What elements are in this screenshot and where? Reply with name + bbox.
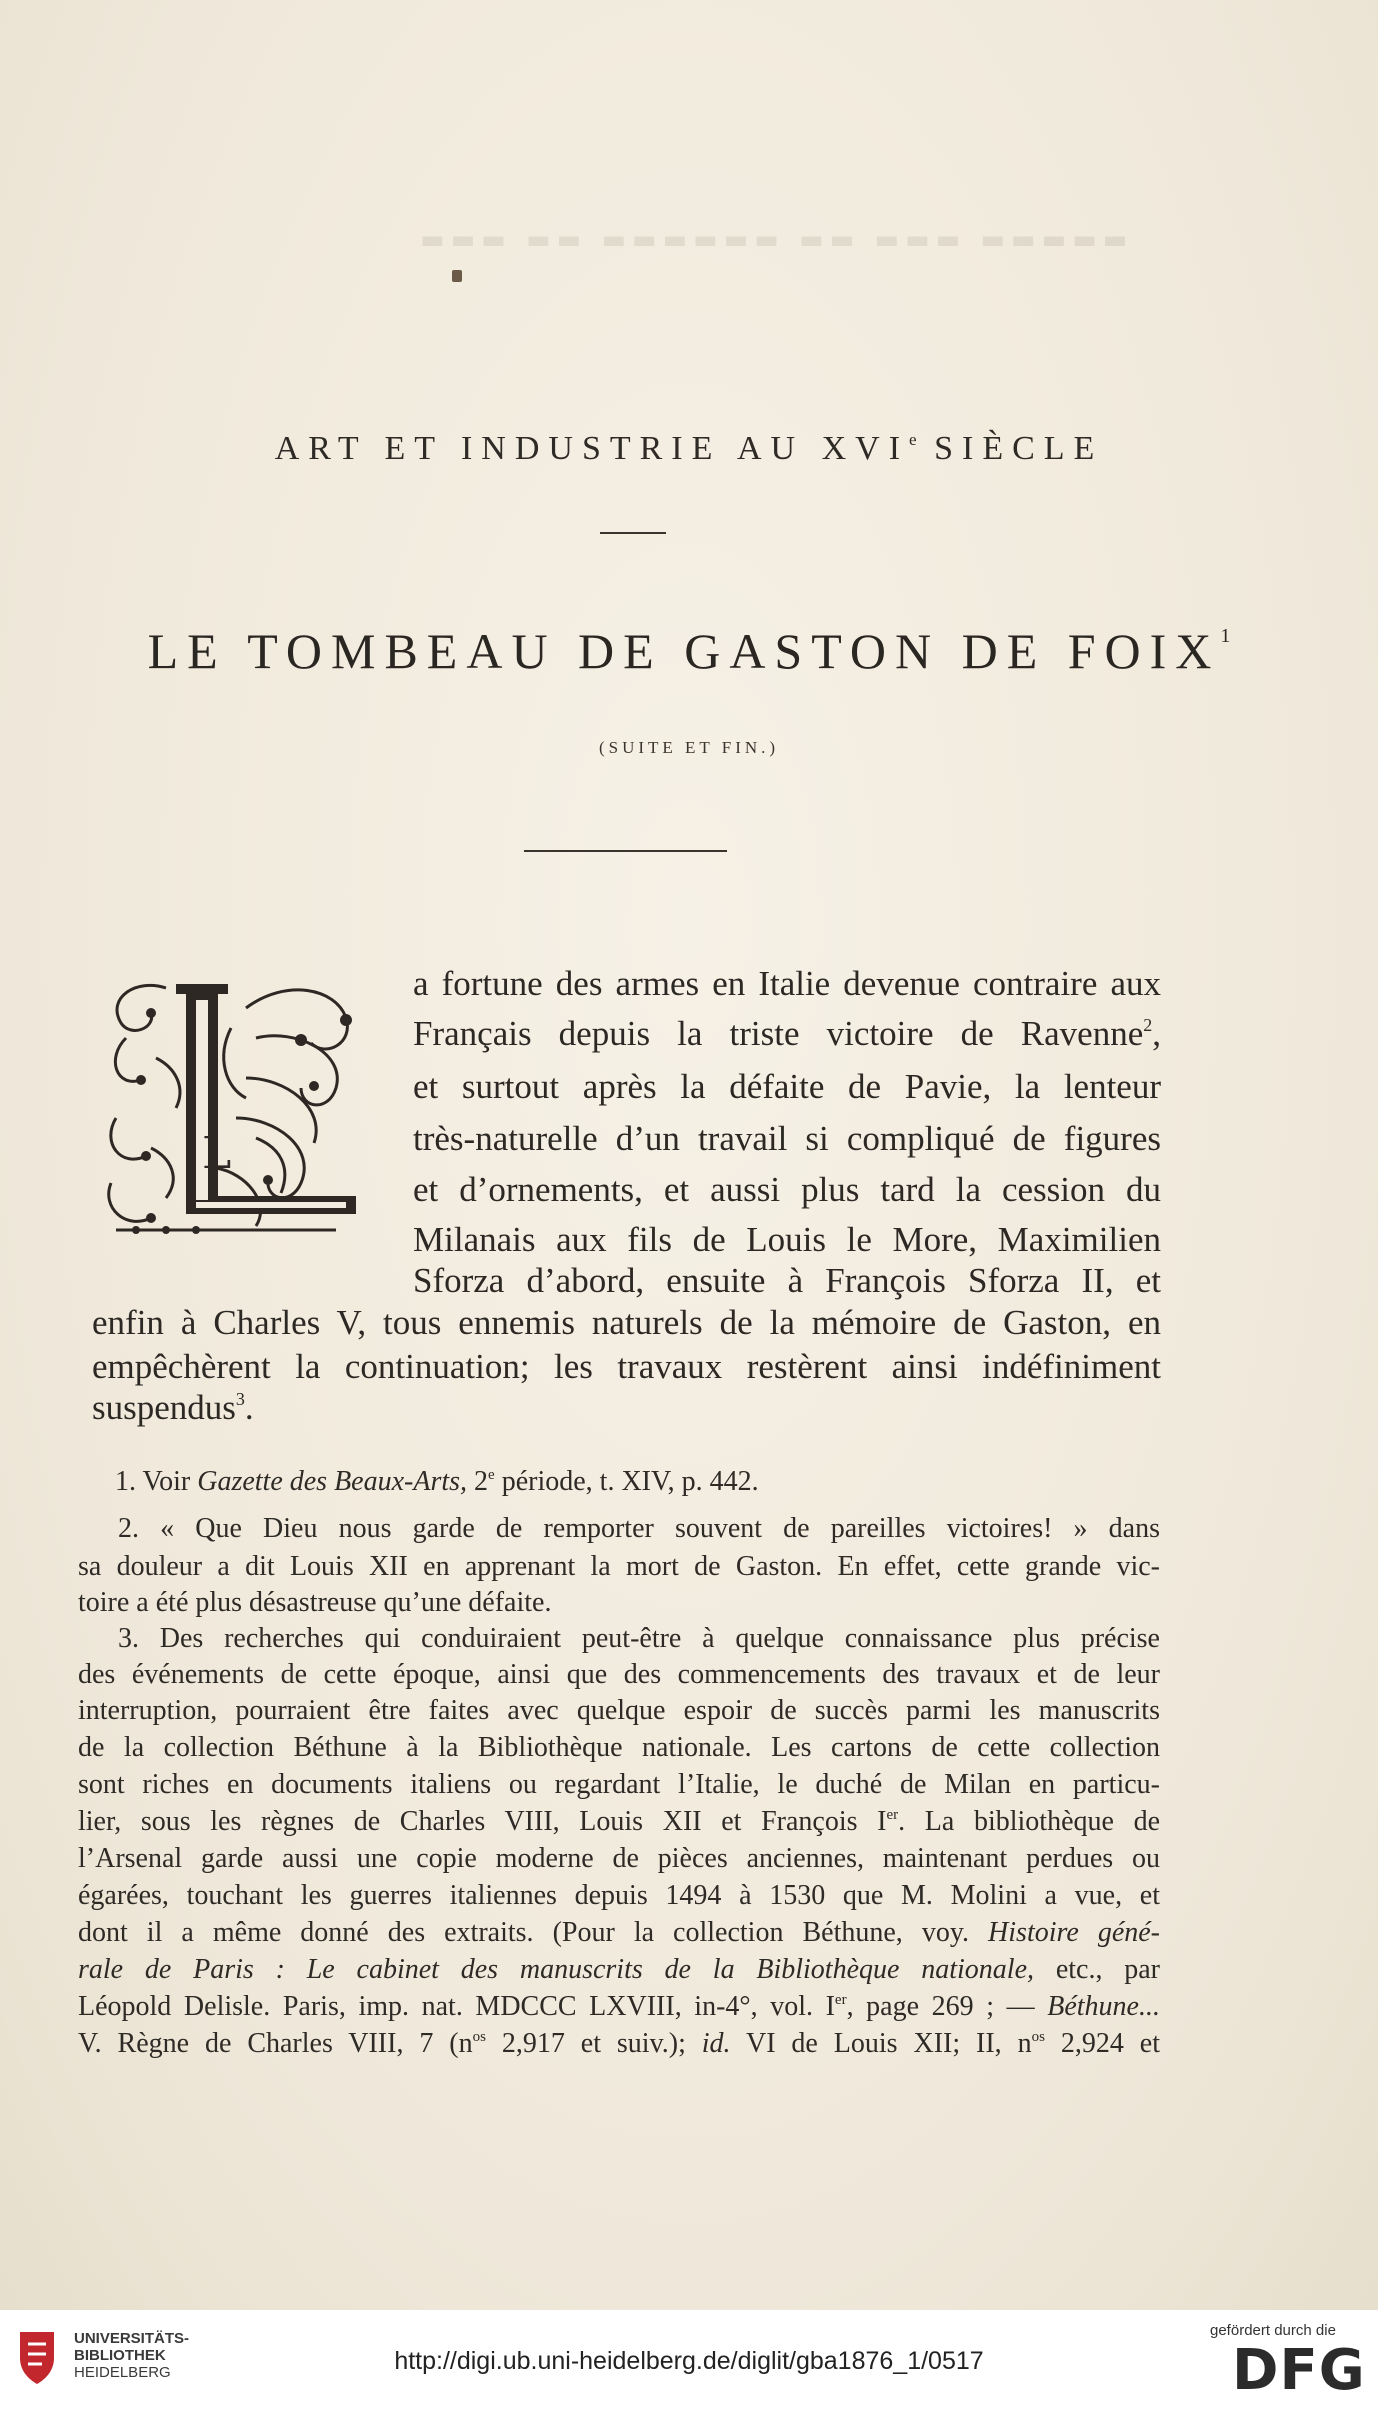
footnote-3-line-11: Léopold Delisle. Paris, imp. nat. MDCCC LXVIII, in-4°, vol. Ier, page 269 ; — Béthune...	[78, 1991, 1160, 2022]
body-line-6: Milanais aux fils de Louis le More, Maximilien	[413, 1220, 1161, 1259]
footnote-3-line-10: rale de Paris : Le cabinet des manuscrits de la Bibliothèque nationale, etc., par	[78, 1954, 1161, 1985]
ornamental-initial-L	[96, 968, 388, 1244]
bleed-through-text: ▬▬▬ ▬▬ ▬▬▬▬▬▬ ▬▬ ▬▬▬ ▬▬▬▬▬	[420, 225, 1134, 255]
footnote-2-line-2: sa douleur a dit Louis XII en apprenant la mort de Gaston. En effet, cette grande vic-	[78, 1551, 1160, 1582]
body-line-10: suspendus$^3$.	[92, 1388, 254, 1427]
body-line-4: très-naturelle d’un travail si compliqué de figures	[413, 1119, 1161, 1158]
footnote-2-line-3: toire a été plus désastreuse qu’une défaite.	[78, 1587, 552, 1618]
body-line-2: Français depuis la triste victoire de Ravenne$^2$,	[413, 1014, 1161, 1053]
section-kicker: ART ET INDUSTRIE AU XVIe SIÈCLE	[274, 430, 1104, 467]
footnote-1: 1. Voir Gazette des Beaux-Arts, 2e période, t. XIV, p. 442.	[115, 1466, 759, 1497]
footnote-2-line-1: 2. « Que Dieu nous garde de remporter souvent de pareilles victoires! » dans	[118, 1513, 1160, 1544]
footnote-3-line-6: lier, sous les règnes de Charles VIII, Louis XII et François Ier. La bibliothèque de	[78, 1806, 1160, 1837]
body-line-3: et surtout après la défaite de Pavie, la lenteur	[413, 1067, 1161, 1106]
funder-caption: gefördert durch die	[1210, 2322, 1336, 2339]
body-line-1: a fortune des armes en Italie devenue contraire aux	[413, 964, 1161, 1003]
footnote-3-line-4: de la collection Béthune à la Bibliothèque nationale. Les cartons de cette collection	[78, 1732, 1160, 1763]
article-title: LE TOMBEAU DE GASTON DE FOIX$^1$	[147, 623, 1231, 679]
footnote-3-line-8: égarées, touchant les guerres italiennes depuis 1494 à 1530 que M. Molini a vue, et	[78, 1880, 1160, 1911]
body-line-8: enfin à Charles V, tous ennemis naturels de la mémoire de Gaston, en	[92, 1303, 1161, 1342]
body-line-7: Sforza d’abord, ensuite à François Sforza II, et	[413, 1261, 1161, 1300]
divider-rule	[524, 850, 727, 852]
dfg-logo[interactable]: DFG	[1232, 2338, 1366, 2403]
body-line-9: empêchèrent la continuation; les travaux restèrent ainsi indéfiniment	[92, 1347, 1161, 1386]
page-url-link[interactable]: http://digi.ub.uni-heidelberg.de/diglit/gba1876_1/0517	[394, 2347, 984, 2375]
article-subtitle: (SUITE ET FIN.)	[598, 738, 780, 757]
footnote-3-line-12: V. Règne de Charles VIII, 7 ($n^{os}$ 2,917 et suiv.); id. VI de Louis XII; II, $n^{os}$ 2,924 et	[78, 2028, 1160, 2059]
footnote-3-line-5: sont riches en documents italiens ou regardant l’Italie, le duché de Milan en particu-	[78, 1769, 1160, 1800]
footnote-3-line-1: 3. Des recherches qui conduiraient peut-être à quelque connaissance plus précise	[118, 1623, 1160, 1654]
body-line-5: et d’ornements, et aussi plus tard la cession du	[413, 1170, 1161, 1209]
svg-text:L: L	[202, 1128, 232, 1179]
footnote-3-line-7: l’Arsenal garde aussi une copie moderne de pièces anciennes, maintenant perdues ou	[78, 1843, 1160, 1874]
footnote-3-line-3: interruption, pourraient être faites avec quelque espoir de succès parmi les manuscrits	[78, 1695, 1160, 1726]
footnote-3-line-9: dont il a même donné des extraits. (Pour la collection Béthune, voy. Histoire géné-	[78, 1917, 1160, 1948]
ink-speck	[452, 270, 462, 282]
footnote-3-line-2: des événements de cette époque, ainsi que des commencements des travaux et de leur	[78, 1659, 1160, 1690]
library-name[interactable]: UNIVERSITÄTS- BIBLIOTHEK HEIDELBERG	[74, 2330, 190, 2381]
divider-rule	[600, 532, 666, 534]
